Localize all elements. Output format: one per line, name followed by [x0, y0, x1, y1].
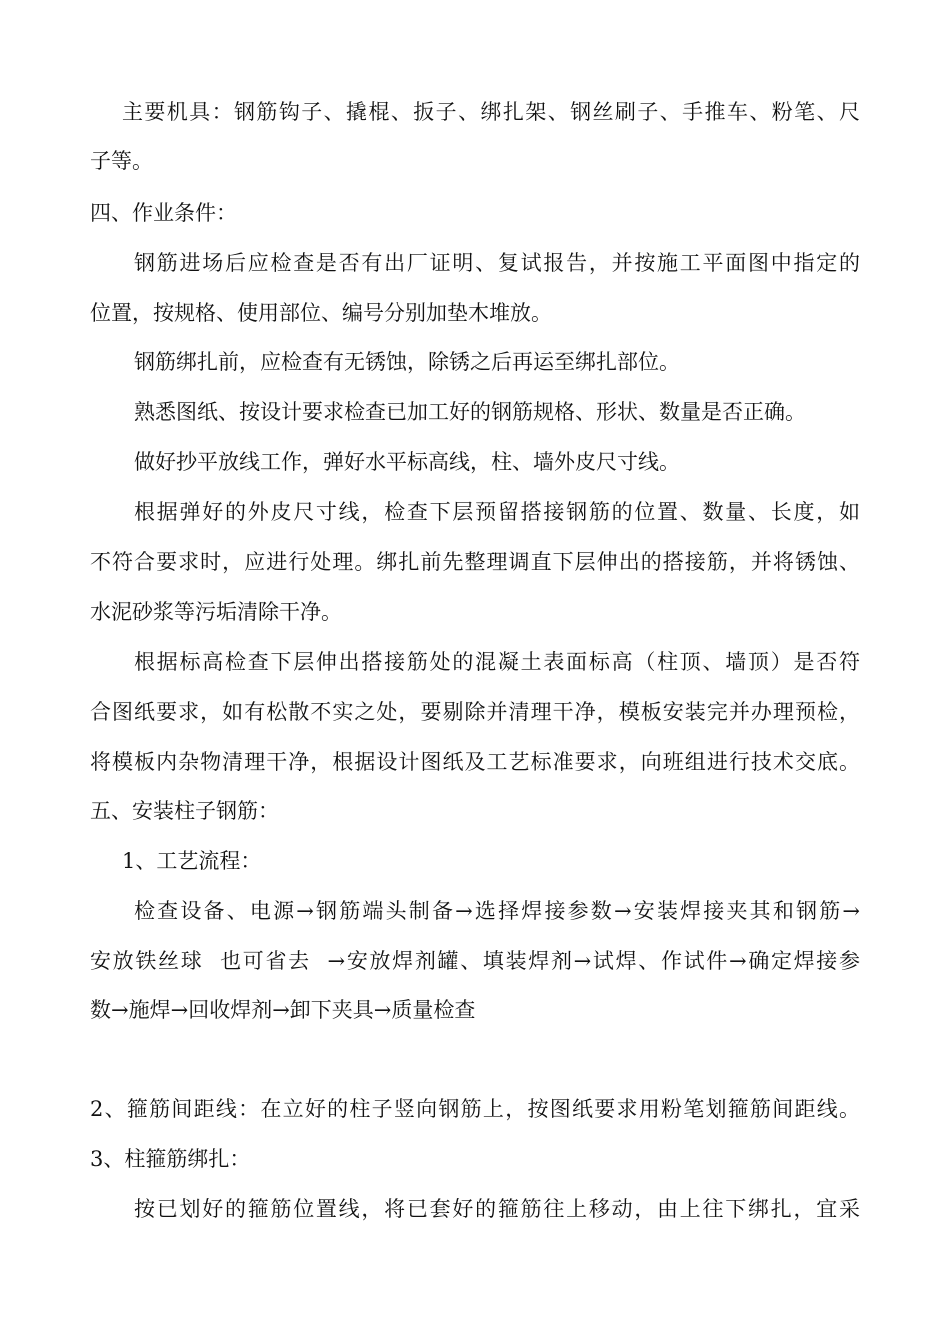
- paragraph-line: 不符合要求时，应进行处理。绑扎前先整理调直下层伸出的搭接筋，并将锈蚀、: [90, 550, 860, 574]
- paragraph-line: 水泥砂浆等污垢清除干净。: [90, 600, 342, 624]
- paragraph-line: 将模板内杂物清理干净，根据设计图纸及工艺标准要求，向班组进行技术交底。: [90, 750, 860, 774]
- paragraph-line: 主要机具：钢筋钩子、撬棍、扳子、绑扎架、钢丝刷子、手推车、粉笔、尺: [122, 100, 860, 124]
- paragraph-line: 钢筋进场后应检查是否有出厂证明、复试报告，并按施工平面图中指定的: [134, 251, 860, 275]
- section-heading: 五、安装柱子钢筋：: [90, 799, 279, 823]
- paragraph-line: 根据标高检查下层伸出搭接筋处的混凝土表面标高（柱顶、墙顶）是否符: [134, 650, 860, 674]
- paragraph-line: 按已划好的箍筋位置线，将已套好的箍筋往上移动，由上往下绑扎，宜采: [134, 1197, 860, 1221]
- subsection-heading: 1、工艺流程：: [122, 849, 262, 873]
- paragraph-line: 子等。: [90, 149, 153, 173]
- section-heading: 四、作业条件：: [90, 201, 237, 225]
- paragraph-line: 位置，按规格、使用部位、编号分别加垫木堆放。: [90, 301, 552, 325]
- paragraph-line: 检查设备、电源→钢筋端头制备→选择焊接参数→安装焊接夹其和钢筋→: [134, 899, 860, 923]
- paragraph-line: 安放铁丝球 也可省去 →安放焊剂罐、填装焊剂→试焊、作试件→确定焊接参: [90, 949, 860, 973]
- paragraph-line: 数→施焊→回收焊剂→卸下夹具→质量检查: [90, 998, 476, 1022]
- paragraph-line: 根据弹好的外皮尺寸线，检查下层预留搭接钢筋的位置、数量、长度，如: [134, 500, 860, 524]
- paragraph-line: 合图纸要求，如有松散不实之处，要剔除并清理干净，模板安装完并办理预检，: [90, 700, 860, 724]
- paragraph-line: 钢筋绑扎前，应检查有无锈蚀，除锈之后再运至绑扎部位。: [134, 350, 680, 374]
- paragraph-line: 做好抄平放线工作，弹好水平标高线，柱、墙外皮尺寸线。: [134, 450, 680, 474]
- paragraph-line: 熟悉图纸、按设计要求检查已加工好的钢筋规格、形状、数量是否正确。: [134, 400, 806, 424]
- subsection-heading: 2、箍筋间距线：在立好的柱子竖向钢筋上，按图纸要求用粉笔划箍筋间距线。: [90, 1097, 860, 1121]
- subsection-heading: 3、柱箍筋绑扎：: [90, 1147, 251, 1171]
